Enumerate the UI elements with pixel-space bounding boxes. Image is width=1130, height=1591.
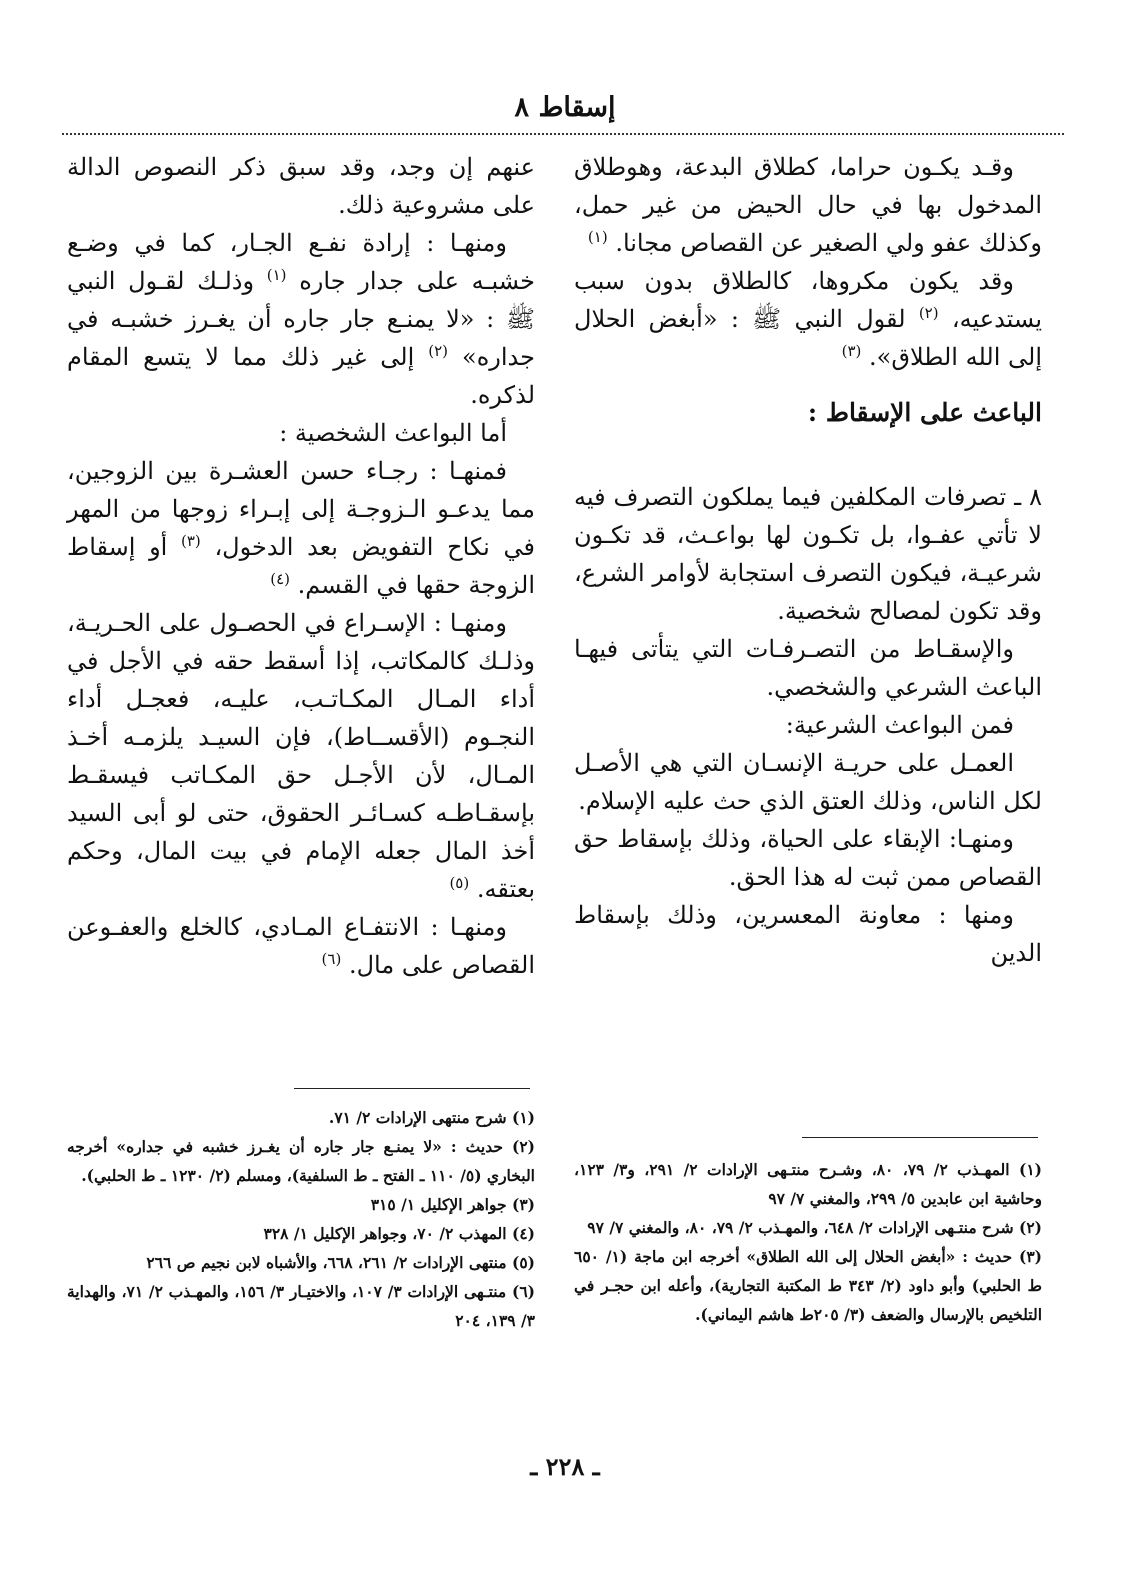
footnote <box>67 1219 535 1248</box>
paragraph <box>67 224 535 414</box>
running-header: إسقاط ٨ <box>514 92 616 123</box>
footnote-number: (٣) <box>511 1195 535 1214</box>
footnote-ref: (٦) <box>321 950 342 968</box>
paragraph-text: فمنهـا : رجـاء حسن العشـرة بين الزوجين، مما يدعـو الـزوجـة إلى إبـراء زوجها من المهر في نكاح التفويض بعد الدخول، <box>67 457 535 561</box>
footnote-text: المهـذب ٢/ ٧٩، ٨٠، وشـرح منتـهى الإرادات ٢/ ٢٩١، و٣/ ١٢٣، وحاشية ابن عابدين ٥/ ٢٩٩، والمغني ٧/ ٩٧ <box>574 1160 1042 1208</box>
section-heading: الباعث على الإسقاط : <box>807 398 1042 427</box>
footnote-text: المهذب ٢/ ٧٠، وجواهر الإكليل ١/ ٣٢٨ <box>263 1224 507 1243</box>
left-column <box>67 148 535 984</box>
footnote <box>67 1132 535 1190</box>
paragraph: ومنها : معاونة المعسرين، وذلك بإسقاط الدين <box>574 901 1042 967</box>
footnotes-left <box>67 1103 535 1335</box>
footnote-ref: (٢) <box>918 304 939 322</box>
footnote-number: (٤) <box>511 1224 535 1243</box>
paragraph-text: أو إسقاط الزوجة حقها في القسم. <box>67 533 535 599</box>
footnote-ref: (١) <box>266 266 287 284</box>
paragraph-text: ومنهـا : الإسـراع في الحصـول على الحـريـة، وذلـك كالمكاتب، إذا أسقط حقه في الأجل في أداء المـال المكـاتـب، عليـه، فعجـل أداء النجـوم (الأقســاط)، فإن السيـد يلزمـه أخـذ المـال، لأن الأجـل حق المكـاتب فيسقـط بإسقـاطـه كسـائـر الحقوق، حتى لو أبى السيد أخذ المال جعله الإمام في بيت المال، وحكم بعتقه. <box>67 609 535 903</box>
footnote-separator-right <box>802 1137 1038 1138</box>
footnote-text: شرح منتـهى الإرادات ٢/ ٦٤٨، والمهـذب ٢/ ٧٩، ٨٠، والمغني ٧/ ٩٧ <box>587 1218 1014 1237</box>
footnote-ref: (٣) <box>841 342 862 360</box>
footnote <box>67 1103 535 1132</box>
paragraph: أما البواعث الشخصية : <box>279 419 507 447</box>
footnote-text: جواهر الإكليل ١/ ٣١٥ <box>370 1195 507 1214</box>
footnote-ref: (٢) <box>428 342 449 360</box>
footnote-number: (٣) <box>1018 1247 1042 1266</box>
footnote-text: حديث : «لا يمنـع جار جاره أن يغـرز خشبه في جداره» أخرجه البخاري (٥/ ١١٠ ـ الفتح ـ ط السلفية)، ومسلم (٢/ ١٢٣٠ ـ ط الحلبي). <box>67 1137 535 1185</box>
footnote-number: (٦) <box>512 1282 536 1301</box>
footnote <box>67 1190 535 1219</box>
footnote-number: (٢) <box>512 1137 536 1156</box>
paragraph <box>574 148 1042 262</box>
paragraph-text: وذلـك لقـول النبي ﷺ : «لا يمنـع جار جاره أن يغـرز خشبـه في جداره» <box>67 267 535 371</box>
footnote-ref: (٣) <box>181 532 201 550</box>
footnote-text: شرح منتهى الإرادات ٢/ ٧١. <box>328 1108 507 1127</box>
paragraph-text: ومنهـا : الانتفـاع المـادي، كالخلع والعفـوعن القصاص على مال. <box>67 913 535 979</box>
paragraph: والإسقـاط من التصـرفـات التي يتأتى فيهـا الباعث الشرعي والشخصي. <box>574 635 1042 701</box>
footnote <box>574 1155 1042 1213</box>
paragraph <box>574 262 1042 376</box>
footnote <box>67 1277 535 1335</box>
footnote <box>574 1242 1042 1329</box>
footnote-text: حديث : «أبغض الحلال إلى الله الطلاق» أخرجه ابن ماجة (١/ ٦٥٠ ط الحلبي) وأبو داود (٢/ ٣٤٣ ط المكتبة التجارية)، وأعله ابن حجـر في التلخيص بالإرسال والضعف (٣/ ٢٠٥ط هاشم اليماني). <box>574 1247 1042 1324</box>
footnote-number: (٥) <box>511 1253 535 1272</box>
footnote-text: منتـهى الإرادات ٣/ ١٠٧، والاختيـار ٣/ ١٥٦، والمهـذب ٢/ ٧١، والهداية ٣/ ١٣٩، ٢٠٤ <box>67 1282 535 1330</box>
header-divider <box>62 133 1064 135</box>
right-column <box>574 148 1042 972</box>
footnote-number: (١) <box>511 1108 535 1127</box>
paragraph: ٨ ـ تصرفات المكلفين فيما يملكون التصرف فيه لا تأتي عفـوا، بل تكـون لها بواعـث، قد تكـون شرعيـة، فيكون التصرف استجابة لأوامر الشرع، وقد تكون لمصالح شخصية. <box>574 483 1042 625</box>
footnote-ref: (١) <box>587 228 608 246</box>
paragraph: العمـل على حريـة الإنسـان التي هي الأصـل لكل الناس، وذلك العتق الذي حث عليه الإسلام. <box>574 749 1042 815</box>
paragraph-text: ومنهـا : إرادة نفـع الجـار، كما في وضـع خشبـه على جدار جاره <box>67 229 535 295</box>
footnote-ref: (٤) <box>270 570 290 588</box>
footnote <box>574 1213 1042 1242</box>
footnote-number: (٢) <box>1018 1218 1042 1237</box>
footnote <box>67 1248 535 1277</box>
paragraph <box>67 908 535 984</box>
footnote-text: منتهى الإرادات ٢/ ٢٦١، ٦٦٨، والأشباه لابن نجيم ص ٢٦٦ <box>146 1253 507 1272</box>
paragraph: ومنهـا: الإبقاء على الحياة، وذلك بإسقاط حق القصاص ممن ثبت له هذا الحق. <box>574 825 1042 891</box>
paragraph-text: وقد يكون مكروها، كالطلاق بدون سبب يستدعيه، <box>574 267 1042 333</box>
paragraph: فمن البواعث الشرعية: <box>785 711 1014 739</box>
page-number: ـ ٢٢٨ ـ <box>530 1452 600 1481</box>
footnote-separator-left <box>294 1088 530 1089</box>
footnotes-right <box>574 1155 1042 1329</box>
paragraph <box>67 604 535 908</box>
footnote-number: (١) <box>1018 1160 1042 1179</box>
paragraph-text: وقـد يكـون حراما، كطلاق البدعة، وهوطلاق المدخول بها في حال الحيض من غير حمل، وكذلك عفو ولي الصغير عن القصاص مجانا. <box>574 153 1042 257</box>
paragraph <box>67 452 535 604</box>
footnote-ref: (٥) <box>449 874 470 892</box>
paragraph-text: لقول النبي ﷺ : «أبغض الحلال إلى الله الطلاق». <box>574 305 1042 371</box>
paragraph-text: إلى غير ذلك مما لا يتسع المقام لذكره. <box>67 343 535 409</box>
paragraph: عنهم إن وجد، وقد سبق ذكر النصوص الدالة على مشروعية ذلك. <box>67 153 535 219</box>
